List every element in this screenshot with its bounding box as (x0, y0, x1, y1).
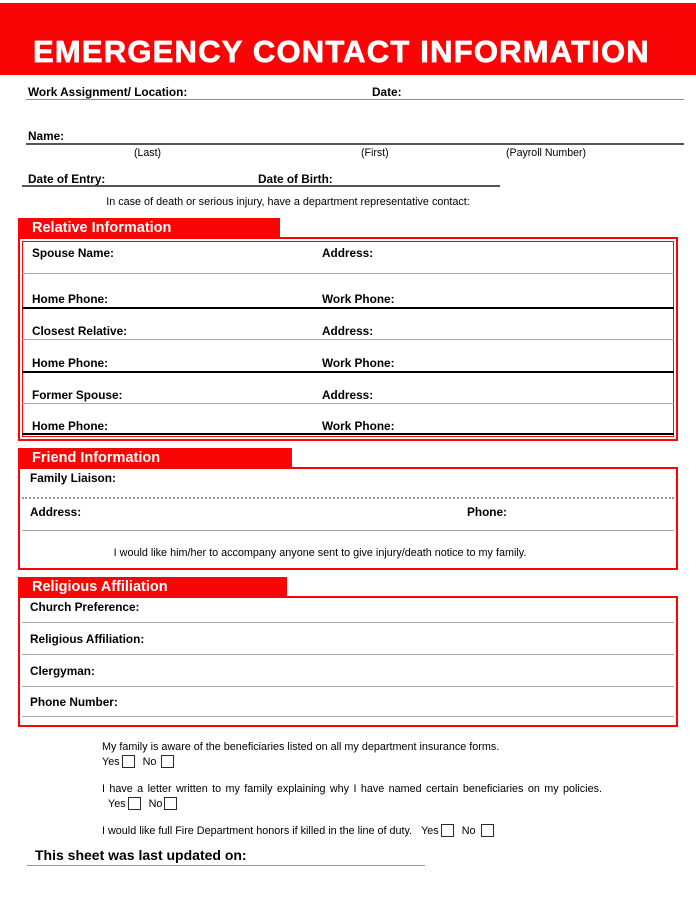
friend-address-label: Address: (30, 505, 82, 519)
no-label: No (461, 825, 476, 837)
yes-label: Yes (421, 825, 439, 837)
representative-instruction: In case of death or serious injury, have a department representative contact: (106, 196, 470, 208)
no-label: No (148, 798, 163, 810)
page-title: EMERGENCY CONTACT INFORMATION (33, 34, 650, 69)
date-of-birth-label: Date of Birth: (258, 172, 333, 186)
no-checkbox[interactable] (161, 755, 174, 768)
field-line (22, 530, 674, 531)
honors-statement (102, 824, 602, 839)
relative-section-tab: Relative Information (18, 218, 280, 238)
friend-section-tab: Friend Information (18, 448, 292, 468)
former-spouse-label: Former Spouse: (32, 388, 123, 402)
home-phone-label: Home Phone: (32, 292, 109, 306)
friend-phone-label: Phone: (467, 505, 507, 519)
closest-relative-label: Closest Relative: (32, 324, 128, 338)
statement-text: I have a letter written to my family explaining why I have named certain beneficiaries on my policies. (102, 783, 602, 795)
work-assignment-label: Work Assignment/ Location: (28, 85, 188, 99)
home-phone-label: Home Phone: (32, 356, 109, 370)
field-line (22, 339, 674, 340)
religious-affiliation-label: Religious Affiliation: (30, 632, 145, 646)
first-name-hint: (First) (361, 147, 389, 159)
religious-section-tab: Religious Affiliation (18, 577, 287, 597)
name-field-line (26, 143, 684, 145)
field-line (22, 307, 674, 309)
no-checkbox[interactable] (164, 797, 177, 810)
yes-label: Yes (108, 798, 126, 810)
beneficiaries-statement (102, 740, 602, 770)
title-banner (0, 3, 696, 75)
yes-label: Yes (102, 756, 120, 768)
field-line (22, 497, 674, 499)
payroll-number-hint: (Payroll Number) (506, 147, 587, 159)
relative-address-label: Address: (322, 324, 374, 338)
last-updated-label: This sheet was last updated on: (35, 847, 247, 863)
field-line (22, 686, 674, 687)
phone-number-label: Phone Number: (30, 695, 118, 709)
name-label: Name: (28, 129, 65, 143)
work-assignment-field-line (26, 99, 684, 100)
yes-checkbox[interactable] (122, 755, 135, 768)
field-line (22, 654, 674, 655)
last-updated-field-line (27, 865, 425, 866)
family-liaison-label: Family Liaison: (30, 471, 116, 485)
spouse-address-label: Address: (322, 246, 374, 260)
work-phone-label: Work Phone: (322, 419, 395, 433)
last-name-hint: (Last) (134, 147, 162, 159)
date-label: Date: (372, 85, 402, 99)
field-line (22, 371, 674, 373)
no-checkbox[interactable] (481, 824, 494, 837)
field-line (22, 433, 674, 435)
statement-text: My family is aware of the beneficiaries listed on all my department insurance forms. (102, 741, 500, 753)
field-line (22, 716, 674, 717)
church-preference-label: Church Preference: (30, 600, 140, 614)
former-spouse-address-label: Address: (322, 388, 374, 402)
date-entry-field-line (22, 185, 500, 187)
letter-statement (102, 782, 602, 812)
work-phone-label: Work Phone: (322, 356, 395, 370)
friend-accompany-note: I would like him/her to accompany anyone sent to give injury/death notice to my family. (113, 547, 527, 559)
yes-checkbox[interactable] (441, 824, 454, 837)
field-line (22, 273, 674, 274)
yes-checkbox[interactable] (128, 797, 141, 810)
statement-text: I would like full Fire Department honors if killed in the line of duty. (102, 825, 413, 837)
home-phone-label: Home Phone: (32, 419, 109, 433)
field-line (22, 403, 674, 404)
work-phone-label: Work Phone: (322, 292, 395, 306)
clergyman-label: Clergyman: (30, 664, 95, 678)
field-line (22, 622, 674, 623)
date-of-entry-label: Date of Entry: (28, 172, 106, 186)
no-label: No (142, 756, 157, 768)
spouse-name-label: Spouse Name: (32, 246, 114, 260)
